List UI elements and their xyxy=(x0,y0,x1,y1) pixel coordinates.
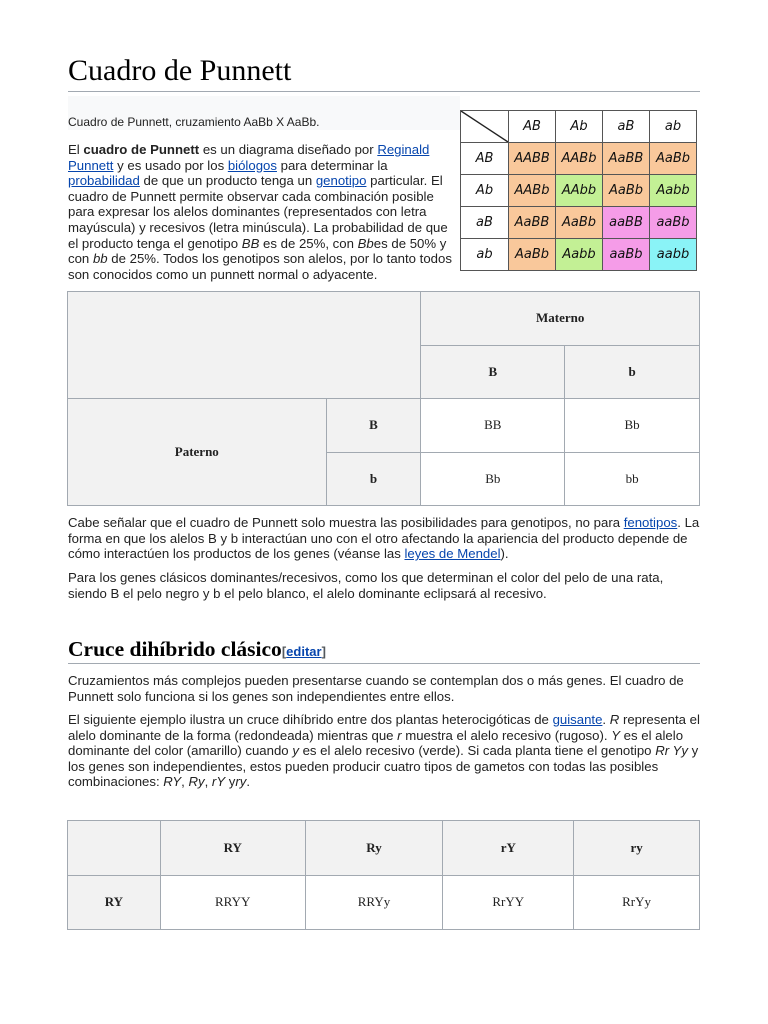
edit-bracket-close: ] xyxy=(321,644,326,659)
paragraph-cruzamientos: Cruzamientos más complejos pueden presentarse cuando se contemplan dos o más genes. El cuadro de Punnett solo funciona si los genes son independientes entre ellos. xyxy=(68,673,684,704)
punnett-cell: AaBb xyxy=(650,143,697,175)
punnett-col-header: AB xyxy=(509,111,556,143)
table-cell: RrYy xyxy=(574,875,700,930)
link-genotipo[interactable]: genotipo xyxy=(315,173,367,189)
table-cell: RRYY xyxy=(160,875,305,930)
gamete-row-header: RY xyxy=(68,875,161,930)
section-title xyxy=(68,637,326,662)
link-guisante[interactable]: guisante xyxy=(552,712,603,727)
gamete-header: RY xyxy=(160,821,305,876)
table-cell: bb xyxy=(565,452,700,506)
edit-link[interactable]: editar xyxy=(286,644,322,659)
dihybrid-table xyxy=(67,820,700,930)
page-title: Cuadro de Punnett xyxy=(68,54,292,87)
punnett-cell: Aabb xyxy=(650,175,697,207)
header-col-b-lower: b xyxy=(565,345,700,399)
paragraph-ejemplo: El siguiente ejemplo ilustra un cruce dihíbrido entre dos plantas heterocigóticas de guisante. R representa el alelo dominante de la forma (redondeada) mientras que r muestra el alelo recesivo (rugoso). Y es el alelo dominante del color (amarillo) cuando y es el alelo recesivo (verde). Si cada planta tiene el genotipo Rr Yy y los genes son independientes, estos pueden producir cuatro tipos de gametos con todas las posibles combinaciones: RY, Ry, rY yry. xyxy=(68,712,700,790)
punnett-cell: AaBb xyxy=(509,239,556,271)
punnett-row-header: Ab xyxy=(461,175,509,207)
section-divider xyxy=(68,663,700,664)
punnett-cell: AABb xyxy=(556,143,603,175)
edit-bracket-open: [ xyxy=(281,644,287,659)
link-probabilidad[interactable]: probabilidad xyxy=(68,173,140,189)
punnett-cell: aaBb xyxy=(603,239,650,271)
image-caption: Cuadro de Punnett, cruzamiento AaBb X AaBb. xyxy=(68,115,320,129)
punnett-cell: Aabb xyxy=(556,239,603,271)
table-cell: Bb xyxy=(565,399,700,453)
punnett-row-header: ab xyxy=(461,239,509,271)
punnett-row-header: AB xyxy=(461,143,509,175)
punnett-col-header: aB xyxy=(603,111,650,143)
title-divider xyxy=(68,91,700,92)
punnett-cell: aaBb xyxy=(650,207,697,239)
section-title-text: Cruce dihíbrido clásico xyxy=(68,637,282,661)
table-cell: RrYY xyxy=(443,875,574,930)
punnett-cell: AAbb xyxy=(556,175,603,207)
paragraph-dominantes: Para los genes clásicos dominantes/recesivos, como los que determinan el color del pelo de una rata, siendo B el pelo negro y b el pelo blanco, el alelo dominante eclipsará al recesivo. xyxy=(68,570,664,601)
header-paterno: Paterno xyxy=(68,399,327,506)
header-row-b-upper: B xyxy=(326,399,421,453)
punnett-corner-cell xyxy=(461,111,509,143)
link-leyes-de-mendel[interactable]: leyes de Mendel xyxy=(404,546,501,562)
header-row-b-lower: b xyxy=(326,452,421,506)
gamete-header: ry xyxy=(574,821,700,876)
intro-paragraph: El cuadro de Punnett es un diagrama diseñado por Reginald Punnett y es usado por los biólogos para determinar la probabilidad de que un producto tenga un genotipo particular. El cuadro de Punnett permite observar cada combinación posible para expresar los alelos dominantes (representados con letra mayúscula) y recesivos (letra minúscula). La probabilidad de que el producto tenga el genotipo BB es de 25%, con Bbes de 50% y con bb de 25%. Todos los genotipos son alelos, por lo tanto todos son conocidos como un punnett normal o adyacente. xyxy=(68,142,452,282)
table-corner-cell xyxy=(68,821,161,876)
header-materno: Materno xyxy=(421,292,700,346)
gamete-header: Ry xyxy=(305,821,443,876)
table-cell: RRYy xyxy=(305,875,443,930)
punnett-cell: AaBb xyxy=(603,175,650,207)
punnett-cell: aabb xyxy=(650,239,697,271)
punnett-row-header: aB xyxy=(461,207,509,239)
link-biologos[interactable]: biólogos xyxy=(227,157,277,173)
header-col-b-upper: B xyxy=(421,345,565,399)
punnett-cell: AABB xyxy=(509,143,556,175)
punnett-cell: AABb xyxy=(509,175,556,207)
punnett-cell: aaBB xyxy=(603,207,650,239)
gamete-header: rY xyxy=(443,821,574,876)
table-cell: Bb xyxy=(421,452,565,506)
paragraph-fenotipos: Cabe señalar que el cuadro de Punnett solo muestra las posibilidades para genotipos, no para fenotipos. La forma en que los alelos B y b interactúan uno con el otro afectando la apariencia del producto depende de cómo interactúen los productos de los genes (véanse las leyes de Mendel). xyxy=(68,515,700,562)
table-cell: BB xyxy=(421,399,565,453)
punnett-image[interactable] xyxy=(460,110,697,271)
link-fenotipos[interactable]: fenotipos xyxy=(623,515,678,530)
punnett-col-header: ab xyxy=(650,111,697,143)
punnett-cell: AaBB xyxy=(603,143,650,175)
table-corner-cell xyxy=(68,292,421,399)
punnett-cell: AaBb xyxy=(556,207,603,239)
materno-paterno-table xyxy=(67,291,700,506)
link-reginald-punnett[interactable]: Reginald Punnett xyxy=(68,142,430,173)
punnett-cell: AaBB xyxy=(509,207,556,239)
diagonal-line-icon xyxy=(461,111,508,142)
bold-term: cuadro de Punnett xyxy=(83,142,200,157)
punnett-col-header: Ab xyxy=(556,111,603,143)
